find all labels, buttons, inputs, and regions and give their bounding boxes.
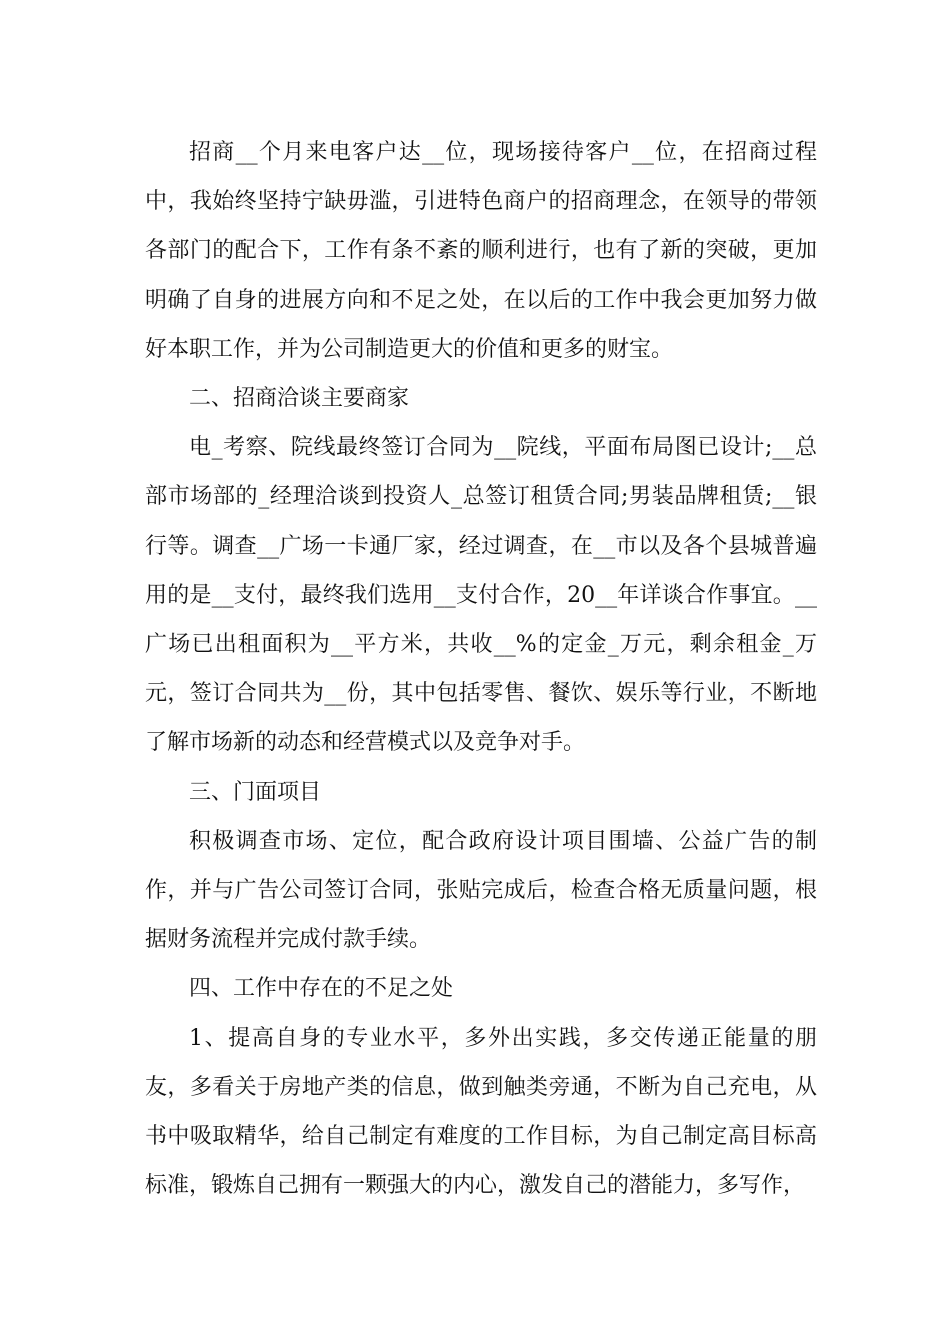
- section-heading-storefront: 三、门面项目: [189, 779, 322, 805]
- document-body: [145, 128, 817, 1210]
- section-heading-negotiations: 二、招商洽谈主要商家: [189, 386, 410, 412]
- section-heading-shortcomings: 四、工作中存在的不足之处: [189, 976, 454, 1002]
- paragraph-shortcomings: 1、提高自身的专业水平，多外出实践，多交传递正能量的朋友，多看关于房地产类的信息，做到触类旁通，不断为自己充电，从书中吸取精华，给自己制定有难度的工作目标，为自己制定高目标高标准，锻炼自己拥有一颗强大的内心，激发自己的潜能力，多写作，: [145, 1025, 817, 1199]
- paragraph-recruitment-summary: 招商__个月来电客户达__位，现场接待客户__位，在招商过程中，我始终坚持宁缺毋滥，引进特色商户的招商理念，在领导的带领各部门的配合下，工作有条不紊的顺利进行，也有了新的突破，更加明确了自身的进展方向和不足之处，在以后的工作中我会更加努力做好本职工作，并为公司制造更大的价值和更多的财宝。: [145, 140, 817, 362]
- paragraph-storefront: 积极调查市场、定位，配合政府设计项目围墙、公益广告的制作，并与广告公司签订合同，张贴完成后，检查合格无质量问题，根据财务流程并完成付款手续。: [145, 828, 817, 953]
- paragraph-negotiations: 电_考察、院线最终签订合同为__院线，平面布局图已设计;__总部市场部的_经理洽谈到投资人_总签订租赁合同;男装品牌租赁;__银行等。调查__广场一卡通厂家，经过调查，在__市以及各个县城普遍用的是__支付，最终我们选用__支付合作，20__年详谈合作事宜。__广场已出租面积为__平方米，共收__%的定金_万元，剩余租金_万元，签订合同共为__份，其中包括零售、餐饮、娱乐等行业，不断地了解市场新的动态和经营模式以及竞争对手。: [145, 435, 817, 756]
